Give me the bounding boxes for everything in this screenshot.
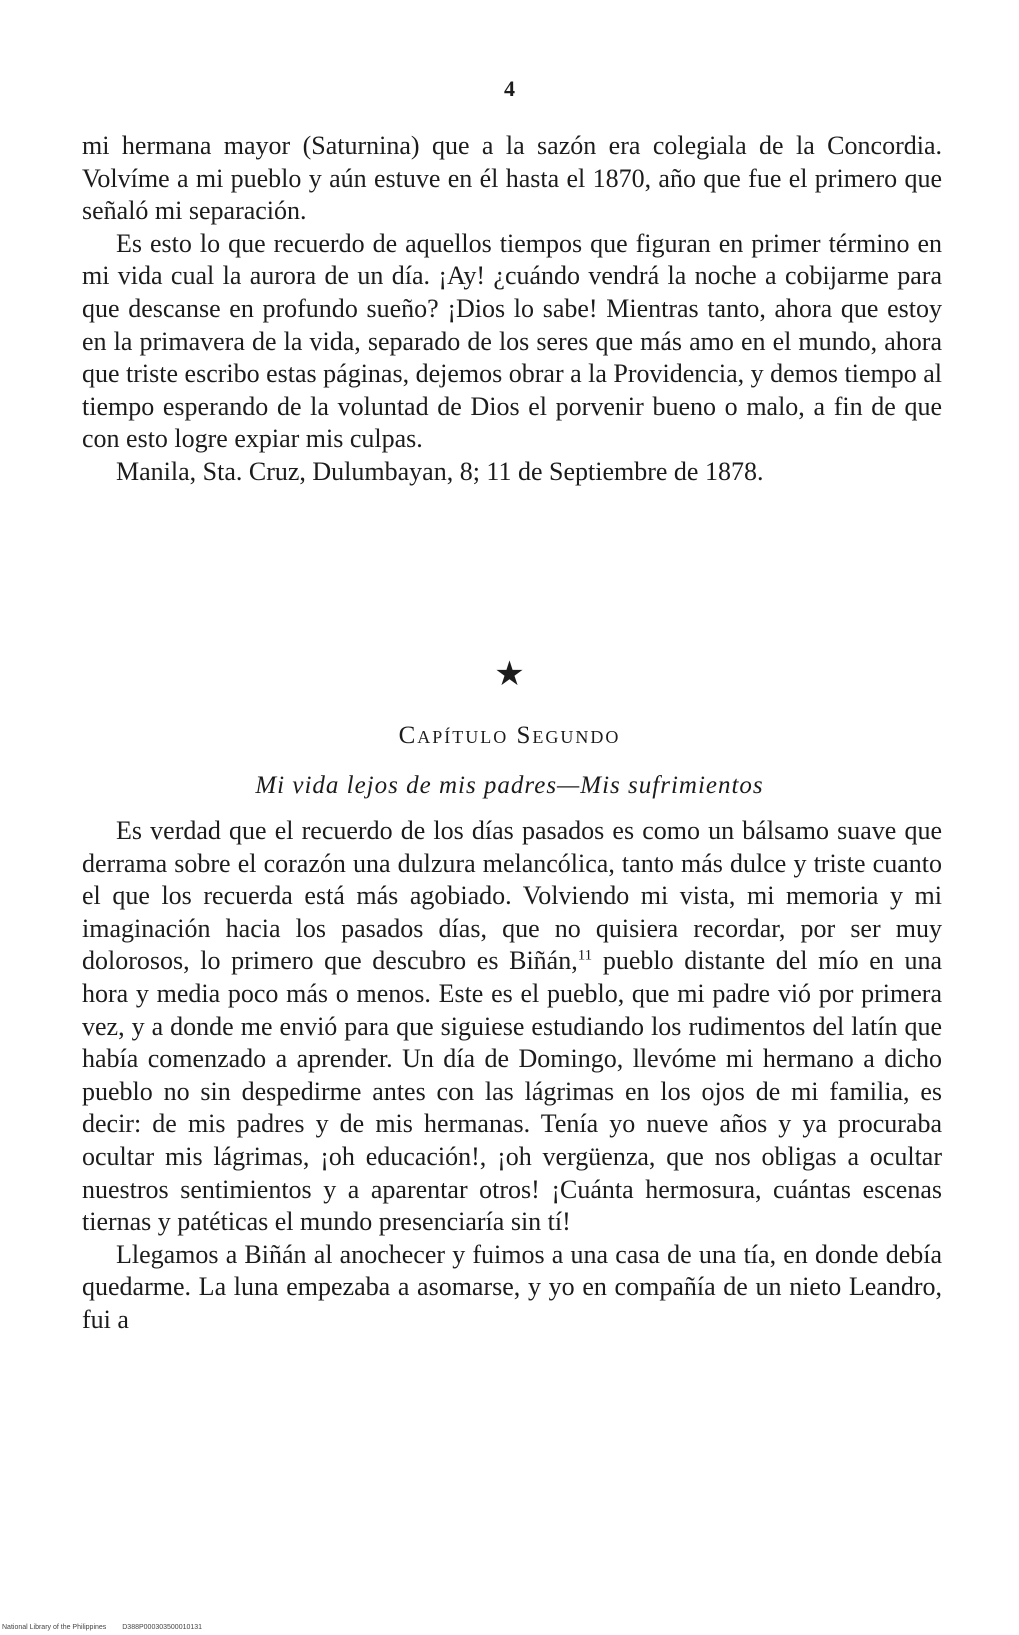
text-block-chapter xyxy=(82,815,942,1337)
footnote-marker: 11 xyxy=(577,947,593,964)
chapter-subtitle: Mi vida lejos de mis padres—Mis sufrimientos xyxy=(255,772,764,799)
page-number: 4 xyxy=(504,76,515,101)
paragraph: Es esto lo que recuerdo de aquellos tiempos que figuran en primer término en mi vida cual la aurora de un día. ¡Ay! ¿cuándo vendrá la noche a cobijarme para que descanse en profundo sueño? ¡Dios lo sabe! Mientras tanto, ahora que estoy en la primavera de la vida, separado de los seres que más amo en el mundo, ahora que triste escribo estas páginas, dejemos obrar a la Providencia, y demos tiempo al tiempo esperando de la voluntad de Dios el porvenir bueno o malo, a fin de que con esto logre expiar mis culpas. xyxy=(82,228,942,454)
star-ornament-icon: ★ xyxy=(494,656,525,693)
paragraph xyxy=(82,815,942,1239)
scan-footer xyxy=(2,1624,216,1631)
footer-code: D388P000303500010131 xyxy=(122,1624,203,1631)
paragraph-text: Es verdad que el recuerdo de los días pasados es como un bálsamo suave que derrama sobre el corazón una dulzura melancólica, tanto más dulce y triste cuanto el que los recuerda está más agobiado. Volviendo mi vista, mi memoria y mi imaginación hacia los pasados días, que no quisiera recordar, por ser muy dolorosos, lo primero que descubro es Biñán, xyxy=(82,816,942,976)
text-block-continuation xyxy=(82,130,942,489)
paragraph: mi hermana mayor (Saturnina) que a la sazón era colegiala de la Concordia. Volvíme a mi pueblo y aún estuve en él hasta el 1870, año que fue el primero que señaló mi separación. xyxy=(82,131,942,226)
chapter-title: Capítulo Segundo xyxy=(398,722,621,749)
dateline: Manila, Sta. Cruz, Dulumbayan, 8; 11 de Septiembre de 1878. xyxy=(116,456,764,486)
paragraph: Llegamos a Biñán al anochecer y fuimos a una casa de una tía, en donde debía quedarme. La luna empezaba a asomarse, y yo en compañía de un nieto Leandro, fui a xyxy=(82,1239,942,1334)
paragraph-text: pueblo distante del mío en una hora y media poco más o menos. Este es el pueblo, que mi padre vió por primera vez, y a donde me envió para que siguiese estudiando los rudimentos del latín que había comenzado a aprender. Un día de Domingo, llevóme mi hermano a dicho pueblo no sin despedirme antes con las lágrimas en los ojos de mi familia, es decir: de mis padres y de mis hermanas. Tenía yo nueve años y ya procuraba ocultar mis lágrimas, ¡oh educación!, ¡oh vergüenza, que nos obligas a ocultar nuestros sentimientos y a aparentar otros! ¡Cuánta hermosura, cuántas escenas tiernas y patéticas el mundo presenciaría sin tí! xyxy=(82,946,942,1237)
footer-source: National Library of the Philippines xyxy=(2,1624,107,1631)
